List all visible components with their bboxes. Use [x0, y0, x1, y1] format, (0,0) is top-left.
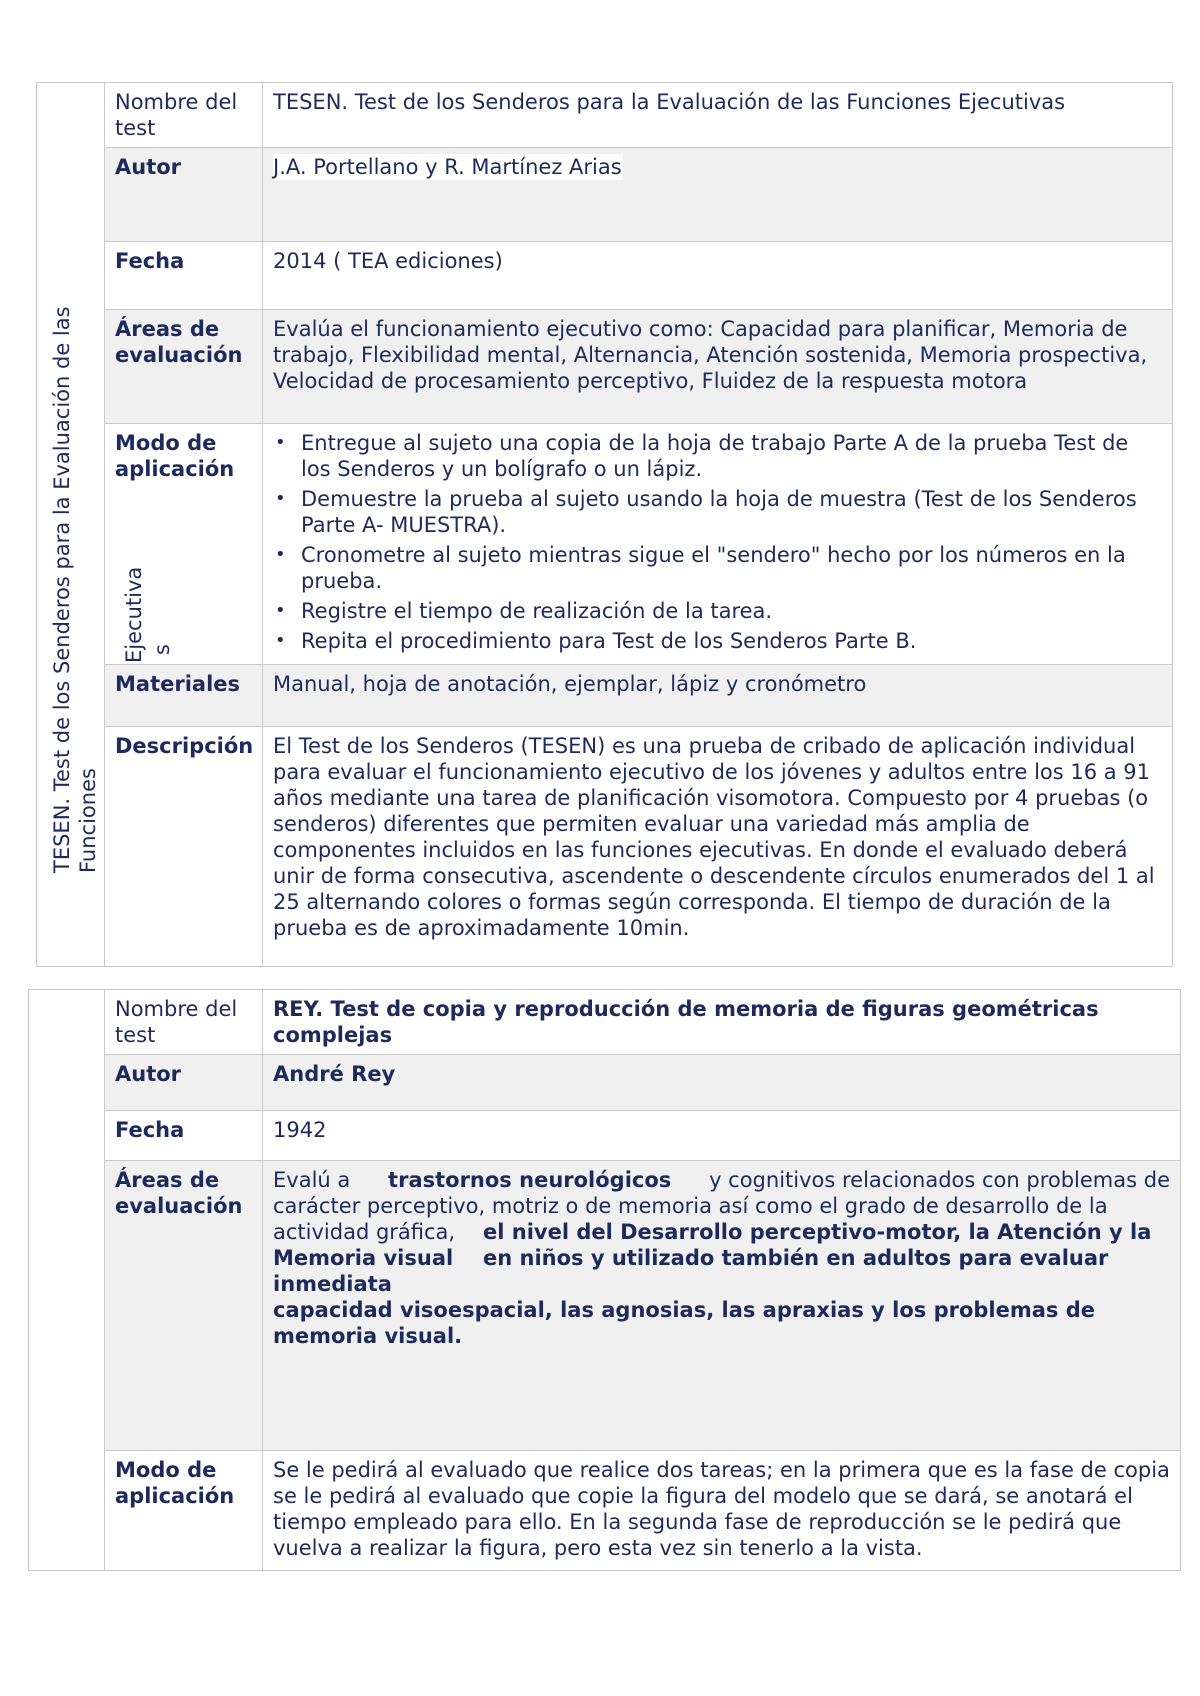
areas-value: Evalúa el funcionamiento ejecutivo como: Capacidad para planificar, Memoria de trabajo, Flexibilidad mental, Alternancia, Atención sostenida, Memoria prospectiva, Velocidad de procesamiento perceptivo, Fluidez de la respuesta motora — [263, 310, 1173, 424]
modo-label: Modo de aplicación — [105, 424, 263, 665]
areas-text-bold: el nivel del Desarrollo perceptivo-motor, la Atención y la — [483, 1220, 1152, 1244]
modo-value: Se le pedirá al evaluado que realice dos tareas; en la primera que es la fase de copia se le pedirá al evaluado que copie la figura del modelo que se dará, se anotará el tiempo empleado para ello. En la segunda fase de reproducción se le pedirá que vuelva a realizar la figura, pero esta vez sin tenerlo a la vista. — [263, 1451, 1181, 1571]
areas-text: actividad gráfica, — [273, 1220, 456, 1244]
areas-line1 — [273, 1167, 1170, 1193]
tesen-side-label — [49, 306, 101, 873]
tesen-side-label-suffix — [149, 644, 175, 655]
side-label-line3: Ejecutiva — [122, 566, 146, 663]
areas-text: Evalú a — [273, 1168, 351, 1192]
areas-text-bold: trastornos neurológicos — [388, 1168, 672, 1192]
fecha-label: Fecha — [105, 242, 263, 310]
descripcion-value: El Test de los Senderos (TESEN) es una prueba de cribado de aplicación individual para evaluar el funcionamiento ejecutivo de los jóvenes y adultos entre los 16 a 91 años mediante una tarea de planificación visomotora. Compuesto por 4 pruebas (o senderos) diferentes que permiten evaluar una variedad más amplia de componentes incluidos en las funciones ejecutivas. En donde el evaluado deberá unir de forma consecutiva, ascendente o descendente círculos enumerados del 1 al 25 alternando colores o formas según corresponda. El tiempo de duración de la prueba es de aproximadamente 10min. — [263, 727, 1173, 967]
side-label-line4: s — [150, 644, 174, 655]
tesen-side-label-continued — [121, 567, 147, 663]
side-label-line1: TESEN. Test de los Senderos para la Evaluación de las — [50, 306, 74, 873]
rey-side-cell — [29, 990, 105, 1571]
areas-text: y cognitivos relacionados con problemas de — [709, 1168, 1170, 1192]
areas-line4 — [273, 1245, 1170, 1297]
modo-step: • Repita el procedimiento para Test de los Senderos Parte B. — [301, 628, 1162, 654]
modo-step: • Cronometre al sujeto mientras sigue el "sendero" hecho por los números en la prueba. — [301, 542, 1162, 594]
areas-text-bold: en niños y utilizado también en adultos para evaluar — [483, 1246, 1109, 1270]
nombre-label: Nombre del test — [105, 990, 263, 1055]
nombre-label: Nombre del test — [105, 83, 263, 148]
materiales-label: Materiales — [105, 665, 263, 727]
modo-step: • Entregue al sujeto una copia de la hoja de trabajo Parte A de la prueba Test de los Senderos y un bolígrafo o un lápiz. — [301, 430, 1162, 482]
materiales-value: Manual, hoja de anotación, ejemplar, lápiz y cronómetro — [263, 665, 1173, 727]
areas-line2: carácter perceptivo, motriz o de memoria así como el grado de desarrollo de la — [273, 1194, 1108, 1218]
modo-cell — [263, 424, 1173, 665]
areas-label: Áreas de evaluación — [105, 310, 263, 424]
areas-label: Áreas de evaluación — [105, 1161, 263, 1451]
fecha-label: Fecha — [105, 1111, 263, 1161]
autor-value: J.A. Portellano y R. Martínez Arias — [273, 155, 622, 179]
side-label-line2: Funciones — [76, 768, 100, 873]
nombre-value: TESEN. Test de los Senderos para la Evaluación de las Funciones Ejecutivas — [263, 83, 1173, 148]
descripcion-label: Descripción — [105, 727, 263, 967]
autor-cell — [263, 148, 1173, 242]
modo-step: • Registre el tiempo de realización de la tarea. — [301, 598, 1162, 624]
autor-label: Autor — [105, 148, 263, 242]
fecha-value: 2014 ( TEA ediciones) — [263, 242, 1173, 310]
tesen-table — [36, 82, 1173, 967]
modo-label: Modo de aplicación — [105, 1451, 263, 1571]
autor-label: Autor — [105, 1055, 263, 1111]
areas-line5: capacidad visoespacial, las agnosias, las apraxias y los problemas de memoria visual. — [273, 1298, 1095, 1348]
areas-line3 — [273, 1219, 1170, 1245]
areas-value — [263, 1161, 1181, 1451]
areas-text-bold: Memoria visual inmediata — [273, 1246, 454, 1296]
nombre-value: REY. Test de copia y reproducción de memoria de figuras geométricas complejas — [263, 990, 1181, 1055]
autor-value: André Rey — [263, 1055, 1181, 1111]
rey-table — [28, 989, 1181, 1571]
modo-steps-list — [273, 430, 1162, 654]
modo-step: • Demuestre la prueba al sujeto usando la hoja de muestra (Test de los Senderos Parte A- MUESTRA). — [301, 486, 1162, 538]
fecha-value: 1942 — [263, 1111, 1181, 1161]
